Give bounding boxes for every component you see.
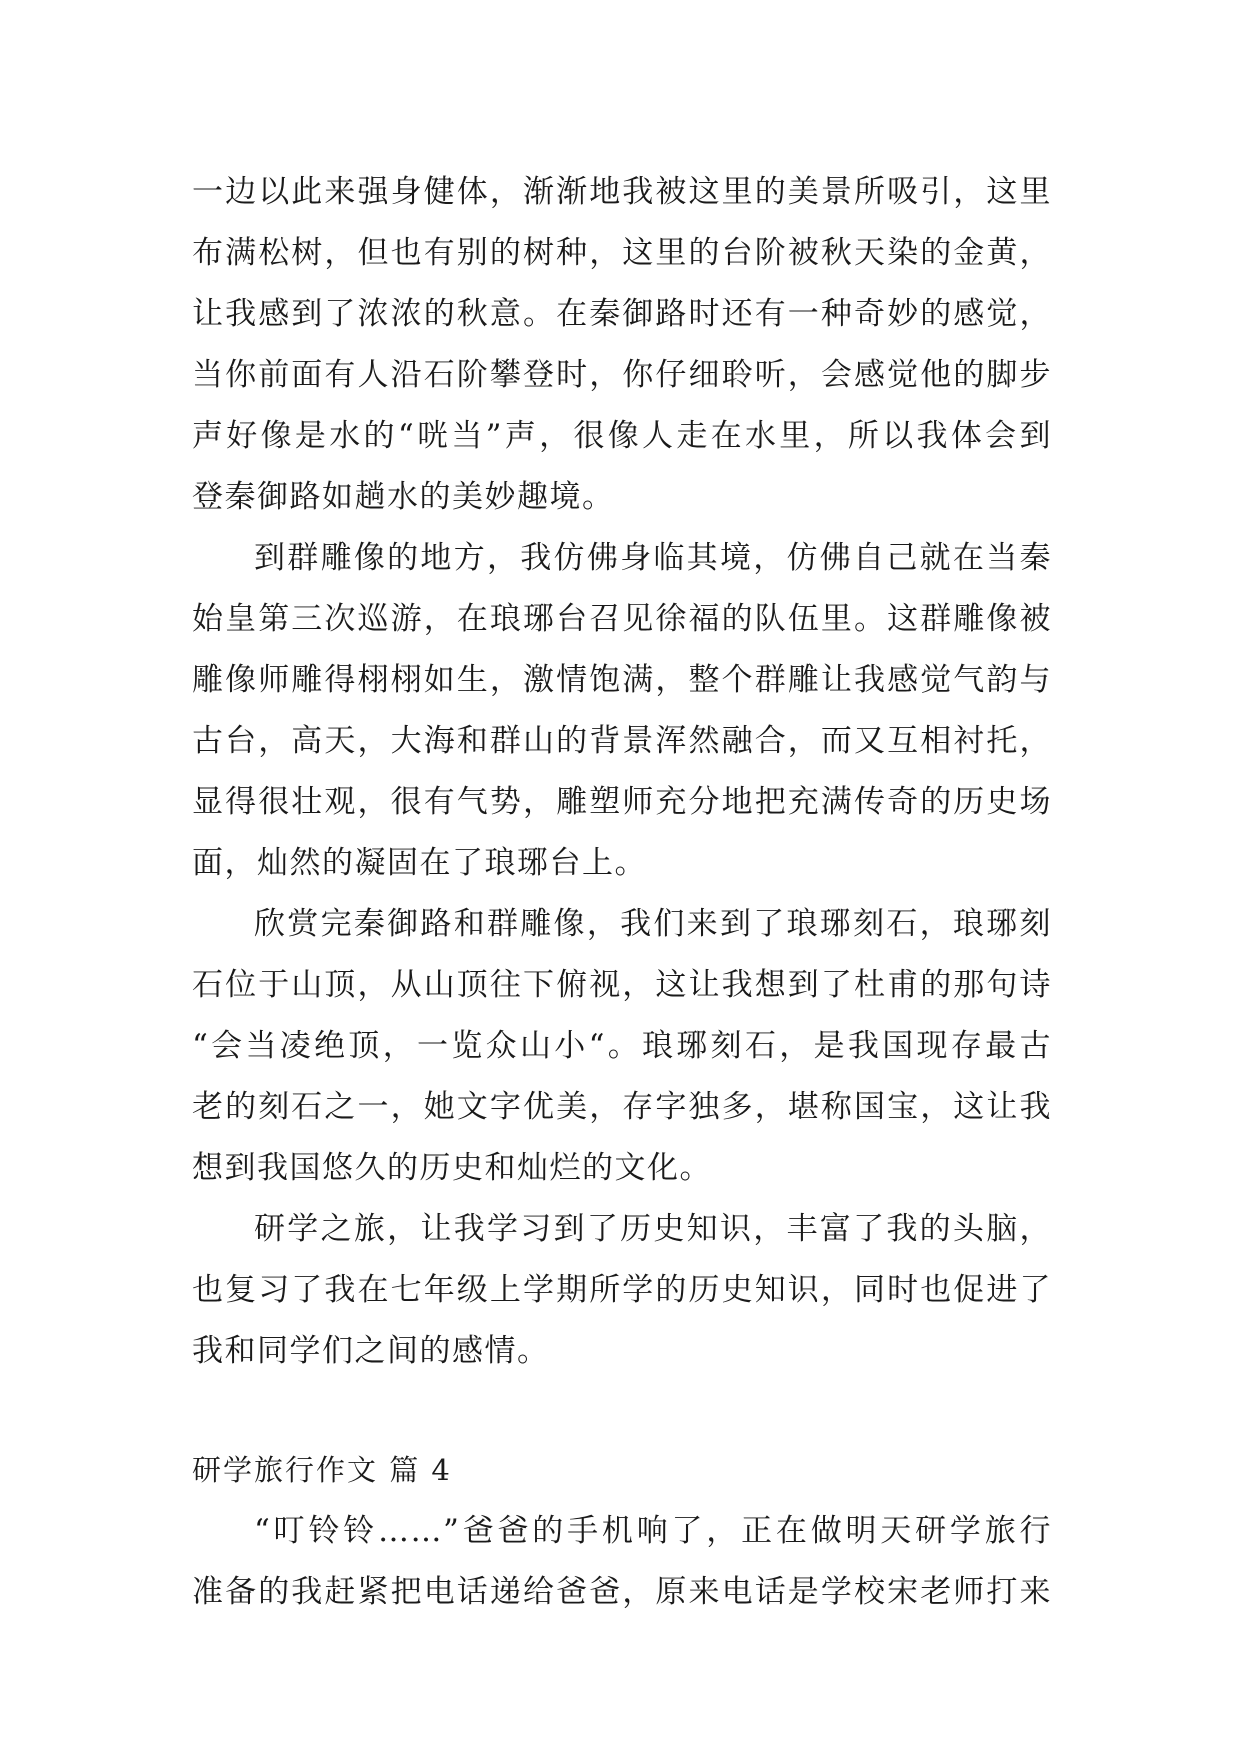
text-line: 当你前面有人沿石阶攀登时，你仔细聆听，会感觉他的脚步 <box>192 357 1052 393</box>
text-line: 到群雕像的地方，我仿佛身临其境，仿佛自己就在当秦 <box>254 540 1052 576</box>
text-line: 欣赏完秦御路和群雕像，我们来到了琅琊刻石，琅琊刻 <box>254 906 1052 942</box>
text-line: 老的刻石之一，她文字优美，存字独多，堪称国宝，这让我 <box>192 1089 1052 1125</box>
text-line: “叮铃铃……”爸爸的手机响了，正在做明天研学旅行 <box>254 1513 1052 1549</box>
text-line: 研学之旅，让我学习到了历史知识，丰富了我的头脑， <box>254 1211 1052 1247</box>
text-line: 布满松树，但也有别的树种，这里的台阶被秋天染的金黄， <box>192 235 1052 271</box>
text-line: 也复习了我在七年级上学期所学的历史知识，同时也促进了 <box>192 1272 1052 1308</box>
paragraph-1 <box>192 162 1052 528</box>
text-line: 古台，高天，大海和群山的背景浑然融合，而又互相衬托， <box>192 723 1052 759</box>
text-line: 准备的我赶紧把电话递给爸爸，原来电话是学校宋老师打来 <box>192 1574 1052 1610</box>
text-line: 面，灿然的凝固在了琅琊台上。 <box>192 845 647 881</box>
section-heading: 研学旅行作文 篇 4 <box>192 1453 452 1487</box>
paragraph-4 <box>192 1199 1052 1382</box>
paragraph-3 <box>192 894 1052 1199</box>
text-line: 我和同学们之间的感情。 <box>192 1333 550 1369</box>
text-line: 一边以此来强身健体，渐渐地我被这里的美景所吸引，这里 <box>192 174 1052 210</box>
text-line: 显得很壮观，很有气势，雕塑师充分地把充满传奇的历史场 <box>192 784 1052 820</box>
text-line: 始皇第三次巡游，在琅琊台召见徐福的队伍里。这群雕像被 <box>192 601 1052 637</box>
text-line: 雕像师雕得栩栩如生，激情饱满，整个群雕让我感觉气韵与 <box>192 662 1052 698</box>
paragraph-5 <box>192 1501 1052 1623</box>
text-line: 声好像是水的“咣当”声，很像人走在水里，所以我体会到 <box>192 418 1052 454</box>
text-line: 登秦御路如趟水的美妙趣境。 <box>192 479 615 515</box>
text-line: 让我感到了浓浓的秋意。在秦御路时还有一种奇妙的感觉， <box>192 296 1052 332</box>
paragraph-2 <box>192 528 1052 894</box>
document-body <box>192 162 1052 1623</box>
text-line: “会当凌绝顶，一览众山小“。琅琊刻石，是我国现存最古 <box>192 1028 1052 1064</box>
text-line: 石位于山顶，从山顶往下俯视，这让我想到了杜甫的那句诗 <box>192 967 1052 1003</box>
text-line: 想到我国悠久的历史和灿烂的文化。 <box>192 1150 712 1186</box>
